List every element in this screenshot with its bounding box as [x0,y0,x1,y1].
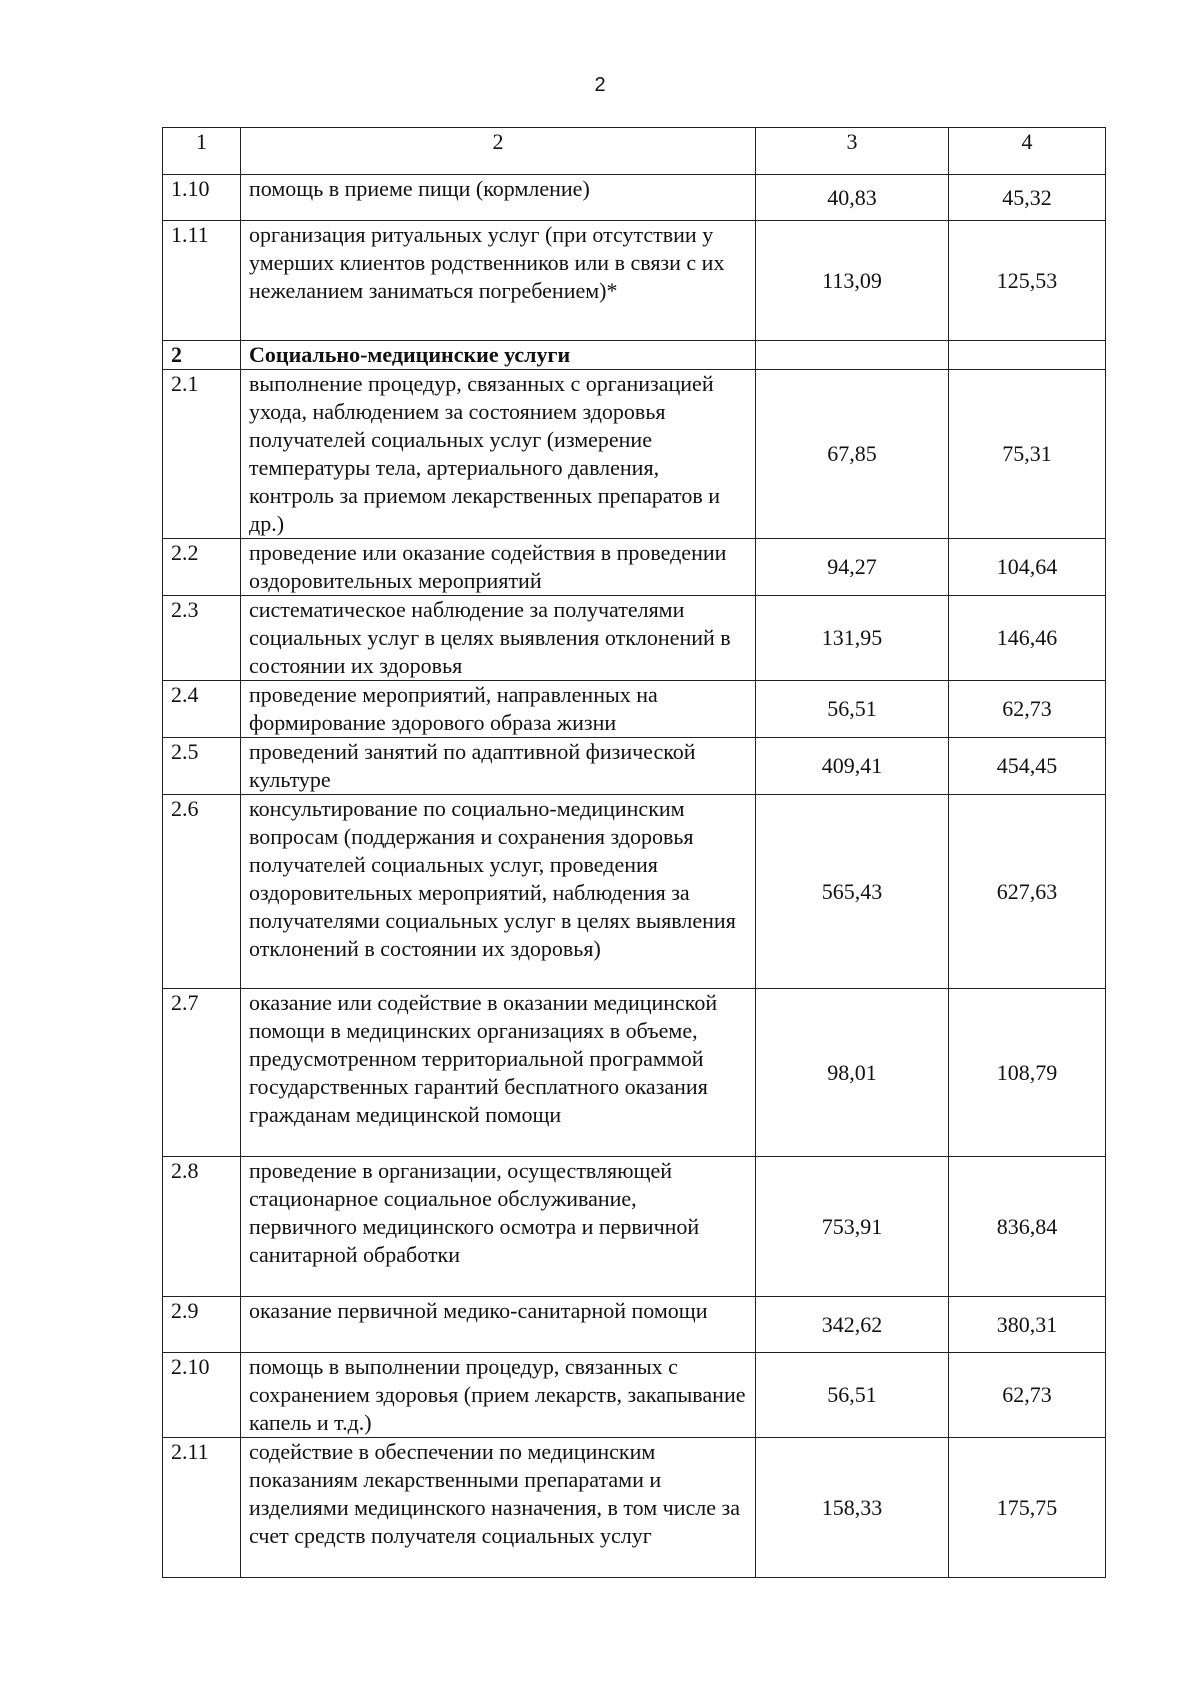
row-value-col3: 753,91 [756,1157,949,1297]
row-description: Социально-медицинские услуги [241,341,756,370]
header-col-1: 1 [163,128,241,175]
row-description: проведение мероприятий, направленных на формирование здорового образа жизни [241,681,756,738]
row-value-col3: 40,83 [756,175,949,221]
row-description: оказание или содействие в оказании медицинской помощи в медицинских организациях в объеме, предусмотренном территориальной программой государственных гарантий бесплатного оказания гражданам медицинской помощи [241,989,756,1157]
row-value-col3: 565,43 [756,795,949,989]
row-value-col4: 627,63 [949,795,1106,989]
table-row [163,1438,1106,1578]
row-number: 2.3 [163,596,241,681]
table-body [163,175,1106,1578]
row-number: 2.10 [163,1353,241,1438]
row-value-col4: 62,73 [949,681,1106,738]
header-col-2: 2 [241,128,756,175]
row-description: помощь в выполнении процедур, связанных с сохранением здоровья (прием лекарств, закапывание капель и т.д.) [241,1353,756,1438]
table-row [163,1353,1106,1438]
row-value-col4: 175,75 [949,1438,1106,1578]
row-number: 2.1 [163,370,241,539]
row-value-col3: 56,51 [756,681,949,738]
table-row [163,175,1106,221]
row-value-col3: 342,62 [756,1297,949,1353]
row-description: помощь в приеме пищи (кормление) [241,175,756,221]
table-row [163,370,1106,539]
table-row [163,596,1106,681]
row-value-col3: 67,85 [756,370,949,539]
row-value-col4: 380,31 [949,1297,1106,1353]
row-value-col3: 131,95 [756,596,949,681]
row-description: оказание первичной медико-санитарной помощи [241,1297,756,1353]
table-row [163,1297,1106,1353]
row-description: содействие в обеспечении по медицинским показаниям лекарственными препаратами и изделиями медицинского назначения, в том числе за счет средств получателя социальных услуг [241,1438,756,1578]
row-description: проведение или оказание содействия в проведении оздоровительных мероприятий [241,539,756,596]
header-row [163,128,1106,175]
header-col-3: 3 [756,128,949,175]
row-description: систематическое наблюдение за получателями социальных услуг в целях выявления отклонений в состоянии их здоровья [241,596,756,681]
row-value-col4: 75,31 [949,370,1106,539]
tariff-table [162,127,1106,1578]
table-row [163,539,1106,596]
row-value-col3: 56,51 [756,1353,949,1438]
table-row [163,989,1106,1157]
row-description: консультирование по социально-медицинским вопросам (поддержания и сохранения здоровья получателей социальных услуг, проведения оздоровительных мероприятий, наблюдения за получателями социальных услуг в целях выявления отклонений в состоянии их здоровья) [241,795,756,989]
row-value-col3: 98,01 [756,989,949,1157]
row-number: 1.11 [163,221,241,341]
row-value-col4: 454,45 [949,738,1106,795]
row-value-col4: 104,64 [949,539,1106,596]
row-number: 1.10 [163,175,241,221]
header-col-4: 4 [949,128,1106,175]
row-description: проведение в организации, осуществляющей стационарное социальное обслуживание, первичного медицинского осмотра и первичной санитарной обработки [241,1157,756,1297]
row-value-col4: 146,46 [949,596,1106,681]
row-value-col4: 62,73 [949,1353,1106,1438]
row-number: 2.4 [163,681,241,738]
row-value-col4: 45,32 [949,175,1106,221]
row-value-col3: 113,09 [756,221,949,341]
row-number: 2 [163,341,241,370]
row-value-col3 [756,341,949,370]
row-description: организация ритуальных услуг (при отсутствии у умерших клиентов родственников или в связи с их нежеланием заниматься погребением)* [241,221,756,341]
row-number: 2.9 [163,1297,241,1353]
row-number: 2.5 [163,738,241,795]
row-number: 2.6 [163,795,241,989]
table-row [163,738,1106,795]
section-row [163,341,1106,370]
row-value-col3: 409,41 [756,738,949,795]
row-value-col4: 836,84 [949,1157,1106,1297]
row-value-col4: 108,79 [949,989,1106,1157]
row-number: 2.7 [163,989,241,1157]
row-value-col3: 94,27 [756,539,949,596]
table-row [163,681,1106,738]
row-value-col4: 125,53 [949,221,1106,341]
row-number: 2.8 [163,1157,241,1297]
table-row [163,1157,1106,1297]
row-description: выполнение процедур, связанных с организацией ухода, наблюдением за состоянием здоровья получателей социальных услуг (измерение температуры тела, артериального давления, контроль за приемом лекарственных препаратов и др.) [241,370,756,539]
page-number: 2 [594,74,606,96]
row-description: проведений занятий по адаптивной физической культуре [241,738,756,795]
table-row [163,795,1106,989]
table-row [163,221,1106,341]
row-number: 2.2 [163,539,241,596]
row-number: 2.11 [163,1438,241,1578]
row-value-col4 [949,341,1106,370]
row-value-col3: 158,33 [756,1438,949,1578]
